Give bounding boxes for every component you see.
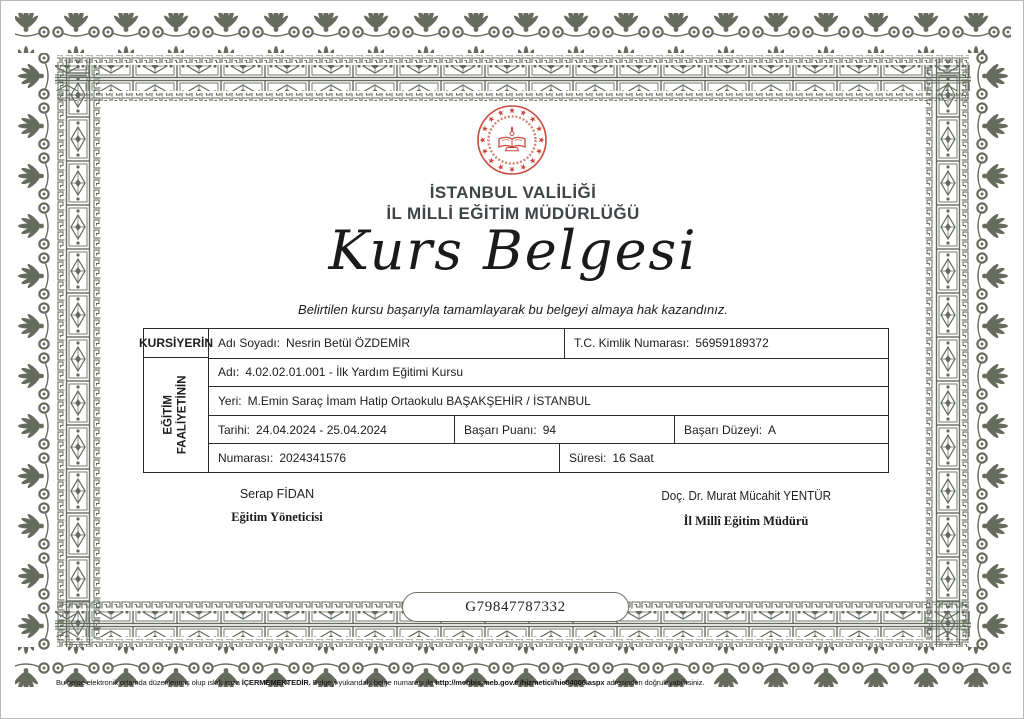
section-header-kursiyerin: KURSİYERİN [144,329,208,358]
tc-value: 56959189372 [695,336,769,351]
duration-value: 16 Saat [612,451,654,466]
issuer-line1: İSTANBUL VALİLİĞİ [429,183,597,202]
signature-left [147,487,407,525]
course-value: 4.02.02.01.001 - İlk Yardım Eğitimi Kursu [245,365,464,380]
footer-note [56,678,986,687]
cell-duration [559,444,888,472]
place-label: Yeri: [218,394,242,408]
table-row [209,358,888,387]
course-label: Adı: [218,365,240,380]
cell-name [209,329,564,358]
footer-text: Bu belge elektronik ortamda düzenlenmiş olup ıslak imza [56,678,242,687]
footer-text: adresinden doğrulayabilirsiniz. [604,678,705,687]
signer-title: Eğitim Yöneticisi [231,510,323,524]
number-label: Numarası: [218,451,274,466]
table-row [209,415,888,444]
score-value: 94 [542,422,557,437]
tc-label: T.C. Kimlik Numarası: [574,336,690,351]
verification-code: G79847787332 [465,598,566,615]
number-value: 2024341576 [279,451,347,466]
cell-place [209,387,888,415]
score-label: Başarı Puanı: [464,422,537,437]
verification-url-link[interactable]: http://mebbis.meb.gov.tr/hizmetici/hie04006.aspx [435,678,605,687]
name-value: Nesrin Betül ÖZDEMİR [286,336,411,351]
date-label: Tarihi: [218,422,251,437]
certificate-subtitle: Belirtilen kursu başarıyla tamamlayarak bu belgeyi almaya hak kazandınız. [298,302,728,317]
signer-name: Doç. Dr. Murat Mücahit YENTÜR [661,489,831,503]
date-value: 24.04.2024 - 25.04.2024 [256,422,387,437]
table-row [209,329,888,358]
signature-right [616,487,876,529]
name-label: Adı Soyadı: [218,336,281,351]
table-row [209,386,888,415]
certificate-title: Kurs Belgesi [328,219,698,282]
cell-tc-number [564,329,888,358]
signer-name: Serap FİDAN [239,487,315,501]
cell-score [454,416,674,444]
signer-title: İl Millî Eğitim Müdürü [683,514,809,528]
table-row-headers [139,329,214,472]
cell-number [209,444,559,472]
details-table [139,328,889,473]
cell-date [209,416,454,444]
duration-label: Süresi: [569,451,607,466]
table-row [209,443,888,472]
level-label: Başarı Düzeyi: [684,422,763,437]
issuer-line2: İL MİLLİ EĞİTİM MÜDÜRLÜĞÜ [386,204,640,223]
cell-level [674,416,888,444]
section-header-egitim-faaliyetinin: EĞİTİM FAALİYETİNİN [162,375,189,455]
place-value: M.Emin Saraç İmam Hatip Ortaokulu BAŞAKŞEHİR / İSTANBUL [247,394,591,408]
footer-bold-text: İÇERMEMEKTEDİR. [241,678,311,687]
meb-ministry-emblem-icon [472,102,552,182]
cell-course-name [209,359,888,387]
verification-code-pill [402,592,629,622]
footer-text: Belgeyi yukarıdaki belge numarası ile [310,678,436,687]
level-value: A [768,422,777,437]
